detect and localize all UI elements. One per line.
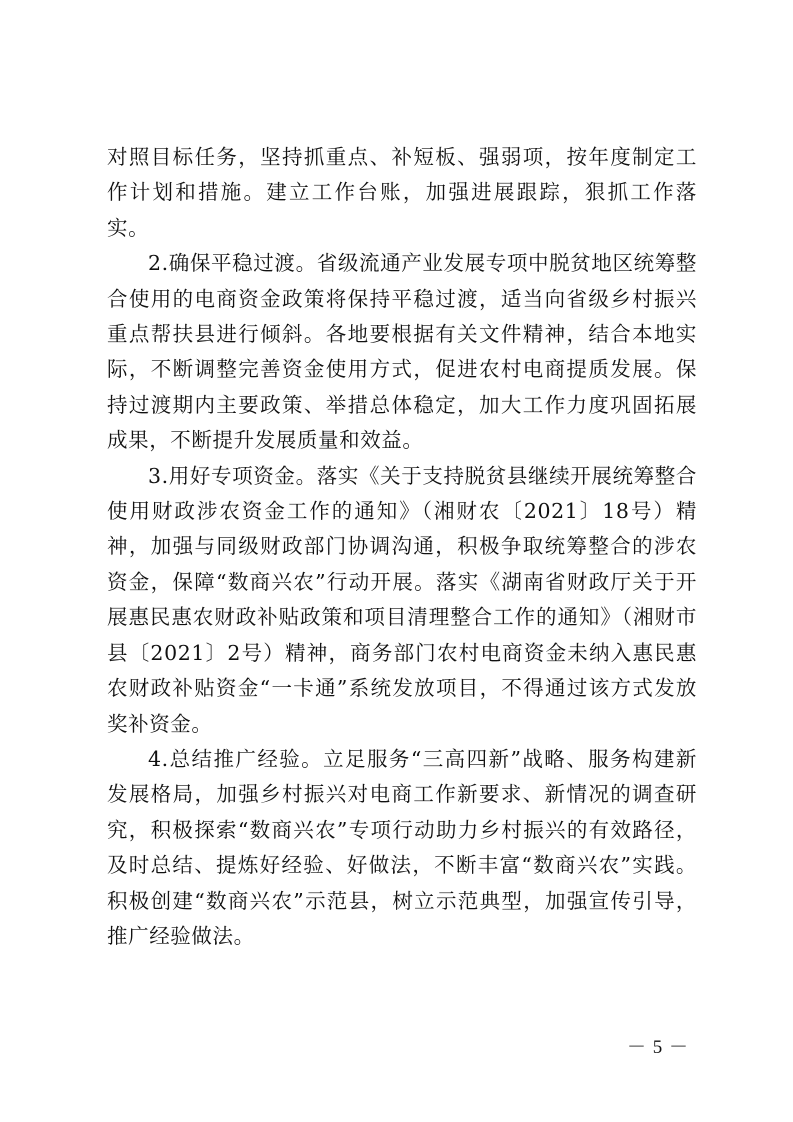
paragraph-ensure-smooth-transition: 2.确保平稳过渡。省级流通产业发展专项中脱贫地区统筹整合使用的电商资金政策将保持平稳过渡，适当向省级乡村振兴重点帮扶县进行倾斜。各地要根据有关文件精神，结合本地实际，不断调整完善资金使用方式，促进农村电商提质发展。保持过渡期内主要政策、举措总体稳定，加大工作力度巩固拓展成果，不断提升发展质量和效益。 xyxy=(107,251,697,453)
page-number: － 5 － xyxy=(626,1037,689,1058)
paragraph-use-special-funds: 3.用好专项资金。落实《关于支持脱贫县继续开展统筹整合使用财政涉农资金工作的通知》（湘财农〔2021〕18号）精神，加强与同级财政部门协调沟通，积极争取统筹整合的涉农资金，保障“数商兴农”行动开展。落实《湖南省财政厅关于开展惠民惠农财政补贴政策和项目清理整合工作的通知》（湘财市县〔2021〕2号）精神，商务部门农村电商资金未纳入惠民惠农财政补贴资金“一卡通”系统发放项目，不得通过该方式发放奖补资金。 xyxy=(107,463,697,736)
paragraph-summarize-experience: 4.总结推广经验。立足服务“三高四新”战略、服务构建新发展格局，加强乡村振兴对电商工作新要求、新情况的调查研究，积极探索“数商兴农”专项行动助力乡村振兴的有效路径，及时总结、提炼好经验、好做法，不断丰富“数商兴农”实践。积极创建“数商兴农”示范县，树立示范典型，加强宣传引导，推广经验做法。 xyxy=(107,746,697,948)
document-body xyxy=(107,140,697,954)
paragraph-continuation: 对照目标任务，坚持抓重点、补短板、强弱项，按年度制定工作计划和措施。建立工作台账，加强进展跟踪，狠抓工作落实。 xyxy=(107,145,697,240)
